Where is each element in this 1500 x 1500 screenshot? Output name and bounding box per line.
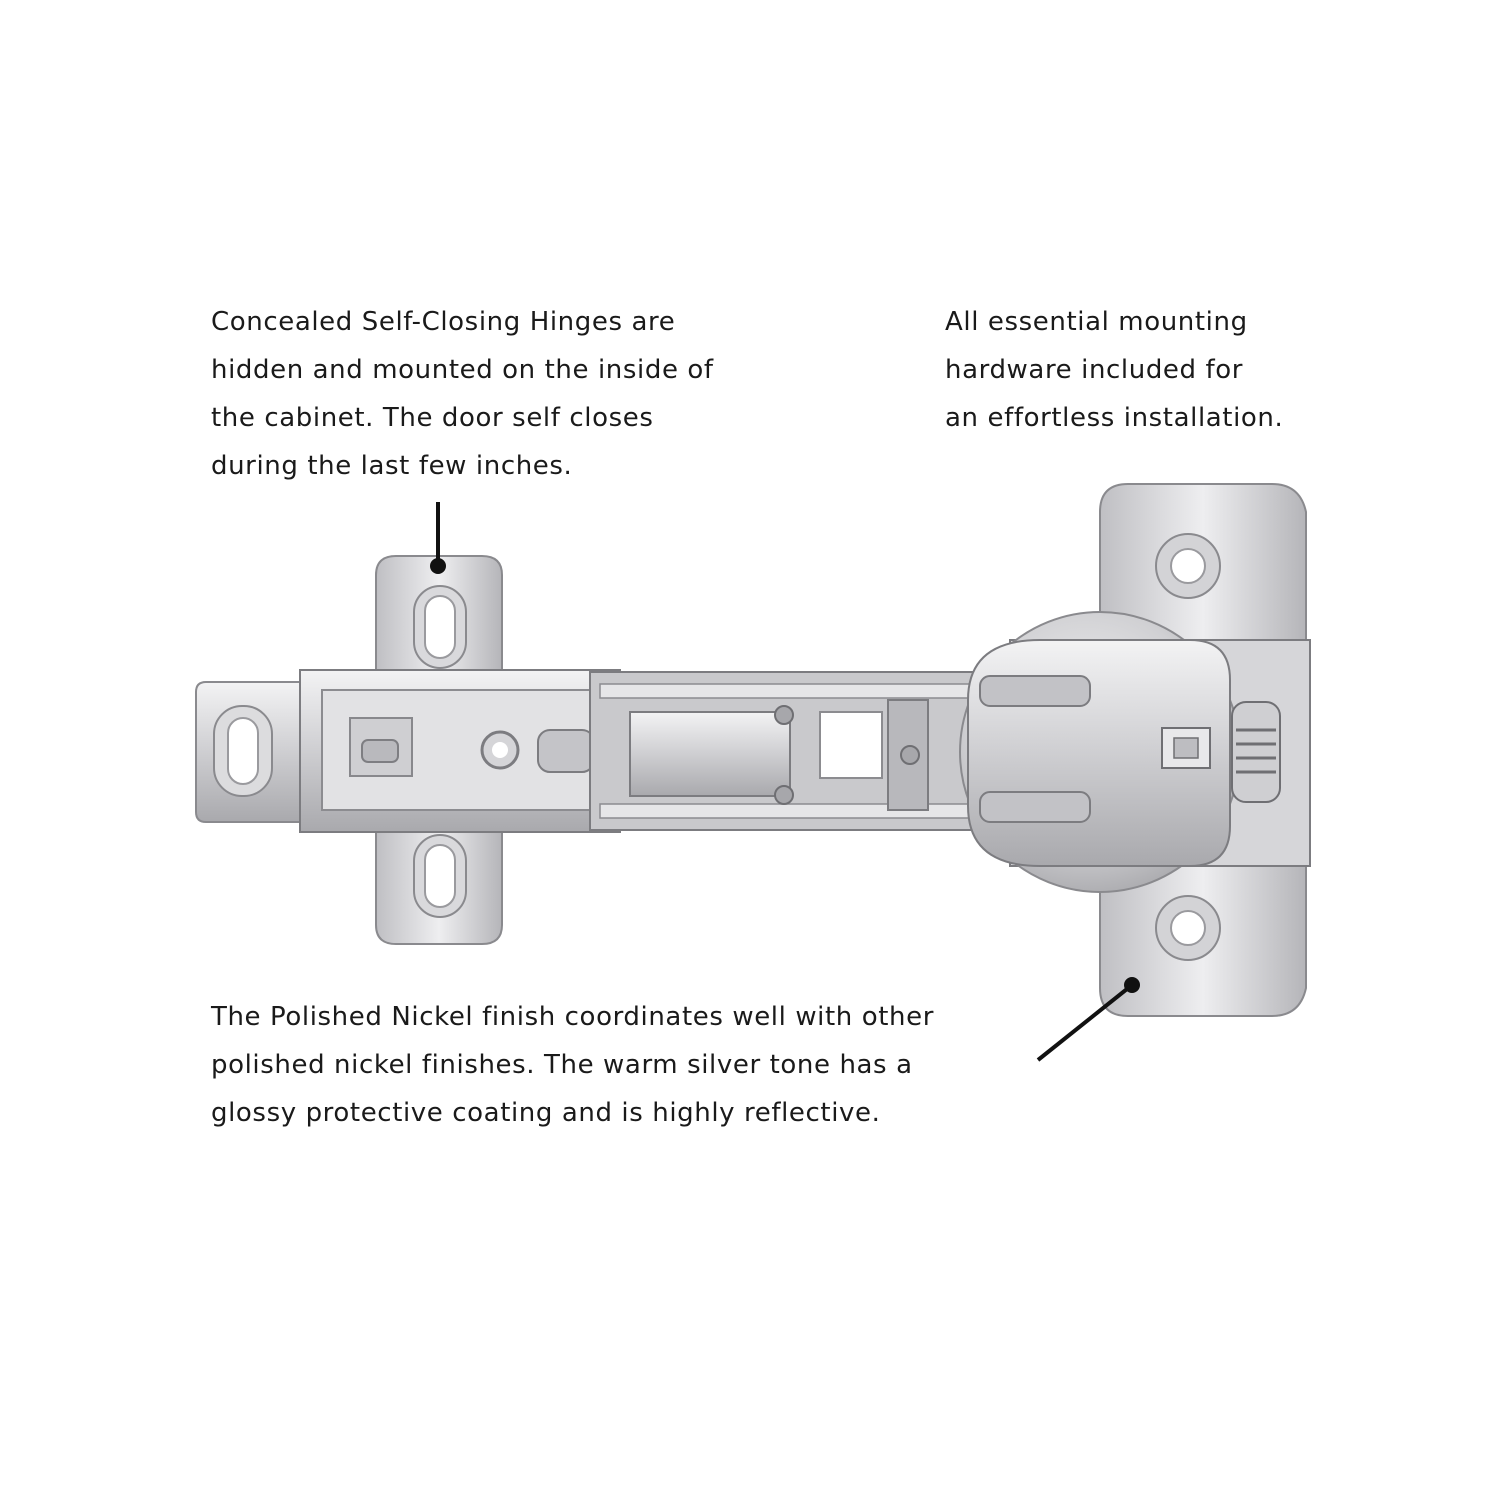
callout-line: hardware included for (945, 355, 1244, 385)
callout-finish-description (211, 993, 934, 1137)
callout-line: polished nickel finishes. The warm silver tone has a (211, 1050, 913, 1080)
hinge-cup-plate (960, 484, 1310, 1016)
callout-line: an effortless installation. (945, 403, 1284, 433)
hinge-arm (590, 672, 990, 830)
leader-line-hinge (430, 502, 446, 574)
leader-line-finish (1038, 977, 1140, 1060)
callout-hardware-description (945, 298, 1283, 442)
callout-line: hidden and mounted on the inside of (211, 355, 714, 385)
callout-line: Concealed Self-Closing Hinges are (211, 307, 676, 337)
callout-line: All essential mounting (945, 307, 1248, 337)
callout-line: glossy protective coating and is highly reflective. (211, 1098, 881, 1128)
callout-hinge-description (211, 298, 714, 490)
callout-line: The Polished Nickel finish coordinates well with other (211, 1002, 935, 1032)
callout-line: during the last few inches. (211, 451, 573, 481)
mounting-plate (196, 556, 620, 944)
callout-line: the cabinet. The door self closes (211, 403, 654, 433)
